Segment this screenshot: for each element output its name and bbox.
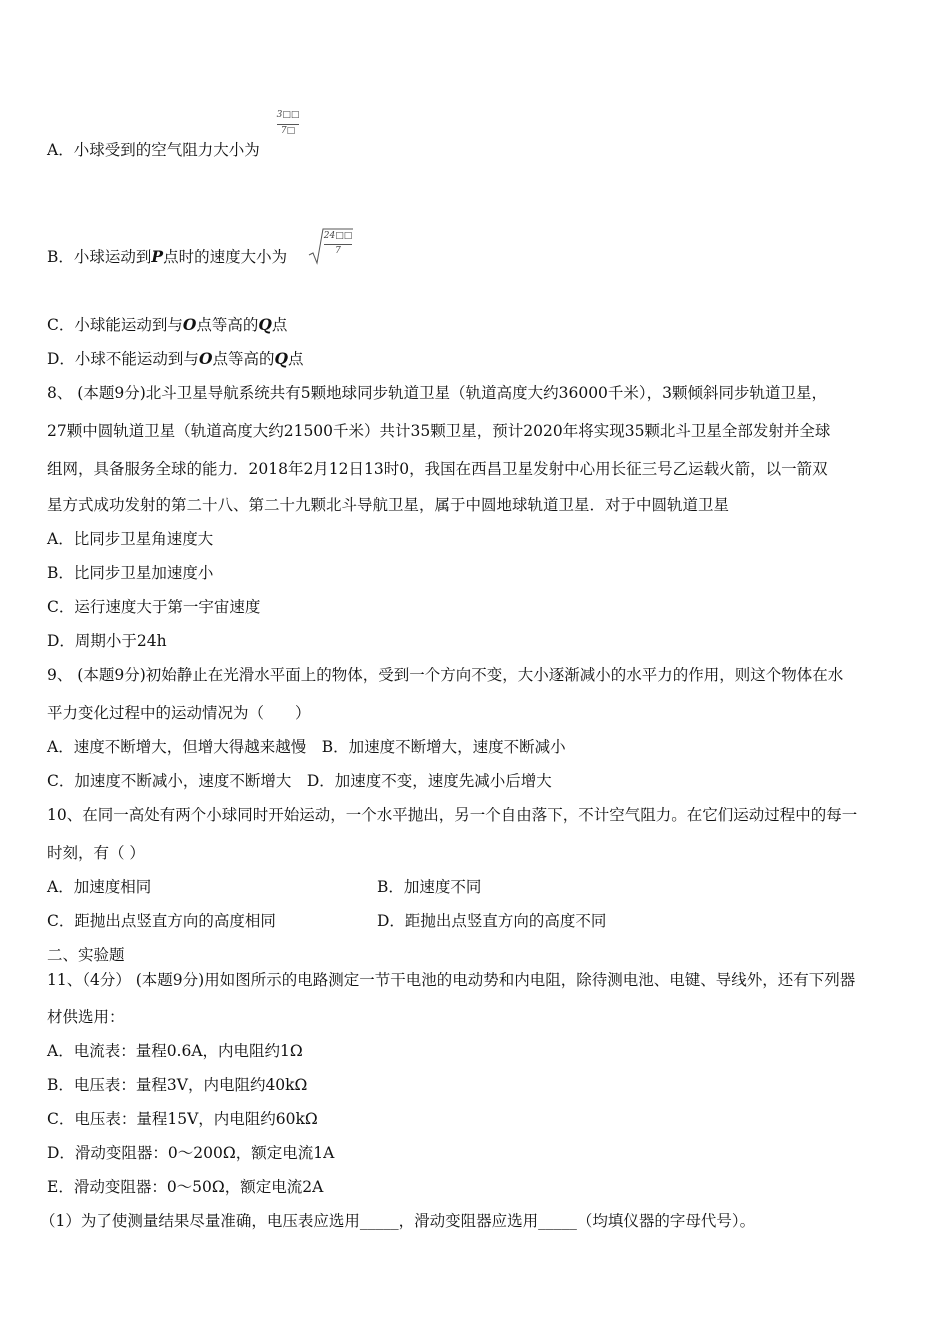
q10-stem-line-1: 10、在同一高处有两个小球同时开始运动，一个水平抛出，另一个自由落下，不计空气阻力。在它们运动过程中的每一: [47, 806, 858, 824]
q11-subquestion-1: （1）为了使测量结果尽量准确，电压表应选用_____，滑动变阻器应选用_____（均填仪器的字母代号）。: [40, 1212, 756, 1230]
q9-options-cd: C．加速度不断减小，速度不断增大 D．加速度不变，速度先减小后增大: [47, 772, 552, 790]
q10-option-c: C．距抛出点竖直方向的高度相同: [47, 912, 276, 930]
q10-option-d: D．距抛出点竖直方向的高度不同: [377, 912, 607, 930]
q8-stem-line-3: 组网，具备服务全球的能力．2018年2月12日13时0，我国在西昌卫星发射中心用长征三号乙运载火箭，以一箭双: [47, 460, 828, 478]
q8-option-a: A．比同步卫星角速度大: [47, 530, 214, 548]
q11-stem-line-1: 11、（4分） (本题9分)用如图所示的电路测定一节干电池的电动势和内电阻，除待测电池、电键、导线外，还有下列器: [47, 971, 856, 989]
q9-stem-line-1: 9、 (本题9分)初始静止在光滑水平面上的物体，受到一个方向不变，大小逐渐减小的水平力的作用，则这个物体在水: [47, 666, 844, 684]
q8-stem-line-4: 星方式成功发射的第二十八、第二十九颗北斗导航卫星，属于中圆地球轨道卫星．对于中圆轨道卫星: [47, 496, 730, 514]
q10-option-b: B．加速度不同: [377, 878, 482, 896]
q11-option-e: E．滑动变阻器：0～50Ω，额定电流2A: [47, 1178, 324, 1196]
q7-b-fraction-numerator: 24□□: [323, 231, 353, 241]
q10-option-a: A．加速度相同: [47, 878, 152, 896]
q8-option-d: D．周期小于24h: [47, 632, 167, 650]
q11-option-d: D．滑动变阻器：0～200Ω，额定电流1A: [47, 1144, 335, 1162]
q8-option-b: B．比同步卫星加速度小: [47, 564, 214, 582]
section-heading-experiment: 二、实验题: [47, 946, 125, 964]
q11-option-b: B．电压表：量程3V，内电阻约40kΩ: [47, 1076, 308, 1094]
q7-a-fraction-denominator: 7□: [280, 126, 296, 136]
q11-option-c: C．电压表：量程15V，内电阻约60kΩ: [47, 1110, 318, 1128]
q9-stem-line-2: 平力变化过程中的运动情况为（ ）: [47, 704, 311, 722]
q7-b-fraction-denominator: 7: [335, 246, 341, 256]
q7-option-c: C．小球能运动到与O点等高的Q点: [47, 315, 288, 334]
q8-stem-line-1: 8、 (本题9分)北斗卫星导航系统共有5颗地球同步轨道卫星（轨道高度大约36000千米），3颗倾斜同步轨道卫星，: [47, 384, 828, 402]
q7-b-fraction-bar: [324, 244, 352, 245]
q11-option-a: A．电流表：量程0.6A，内电阻约1Ω: [47, 1042, 303, 1060]
q11-stem-line-2: 材供选用：: [47, 1008, 125, 1026]
q7-option-d: D．小球不能运动到与O点等高的Q点: [47, 349, 304, 368]
q8-option-c: C．运行速度大于第一宇宙速度: [47, 598, 261, 616]
q7-a-fraction-bar: [277, 124, 299, 125]
q7-a-fraction-numerator: 3□□: [276, 110, 300, 120]
q8-stem-line-2: 27颗中圆轨道卫星（轨道高度大约21500千米）共计35颗卫星，预计2020年将实现35颗北斗卫星全部发射并全球: [47, 422, 831, 440]
q7-option-b: B．小球运动到P点时的速度大小为: [47, 247, 288, 266]
q7-option-a: A．小球受到的空气阻力大小为: [47, 141, 260, 159]
q9-options-ab: A．速度不断增大，但增大得越来越慢 B．加速度不断增大，速度不断减小: [47, 738, 566, 756]
q10-stem-line-2: 时刻，有（ ）: [47, 844, 145, 862]
